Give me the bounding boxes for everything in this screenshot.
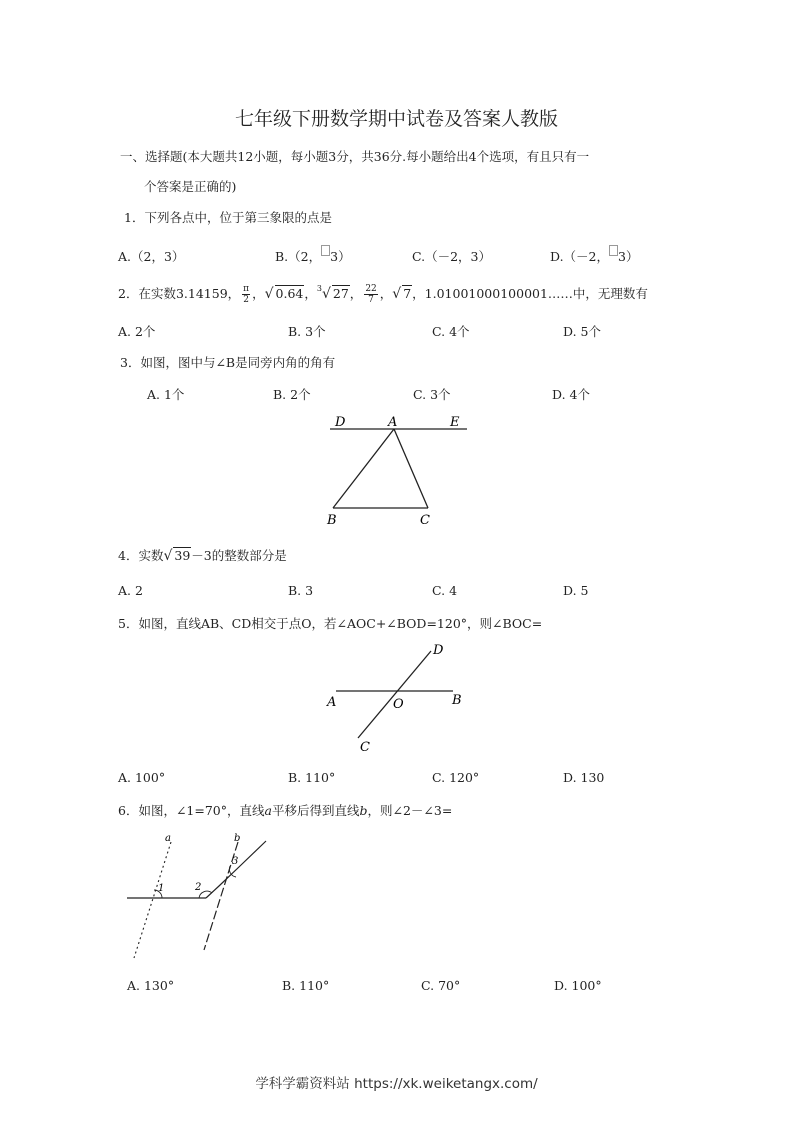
q5-option-c: C. 120°: [432, 770, 480, 785]
point-label-o: O: [393, 697, 404, 712]
q3-option-d: D. 4个: [552, 387, 590, 402]
cube-root-radicand: 27: [332, 286, 349, 301]
var-a: a: [264, 803, 272, 818]
q6-option-a: A. 130°: [127, 978, 175, 993]
point-label-b: B: [452, 693, 462, 708]
point-label-a: A: [388, 415, 398, 430]
q2-stem: 2．在实数3.14159， $\frac{\pi}{2}$ ，√ 0.64，$^3$√ 27， $\frac{22}{7}$ ，√ 7，1.01001000100001……中，无理数有: [118, 284, 648, 305]
q1-option-d-text: D.（－2，: [550, 249, 610, 264]
q1-option-d-end: 3）: [618, 249, 639, 264]
radical-sign: √: [321, 286, 331, 302]
section-heading-line2: 个答案是正确的): [144, 179, 237, 194]
q4-option-b: B. 3: [288, 583, 314, 598]
q1-option-b-text: B.（2，: [275, 249, 322, 264]
q1-stem: 1．下列各点中，位于第三象限的点是: [124, 210, 332, 225]
q5-option-d: D. 130: [563, 770, 605, 785]
q1-option-b-end: 3）: [330, 249, 351, 264]
footer-site-link[interactable]: 学科学霸资料站 https://xk.weiketangx.com/: [255, 1076, 538, 1092]
cube-root-index: 3: [316, 284, 322, 293]
q3-stem: 3．如图，图中与∠B是同旁内角的角有: [120, 355, 336, 370]
q1-option-c: C.（－2，3）: [412, 249, 491, 264]
q5-option-a: A. 100°: [118, 770, 166, 785]
q5-stem: 5．如图，直线AB、CD相交于点O，若∠AOC+∠BOD=120°，则∠BOC=: [118, 616, 543, 631]
q6-option-b: B. 110°: [282, 978, 330, 993]
q4-option-a: A. 2: [118, 583, 143, 598]
radical-sign: √: [264, 286, 274, 302]
q3-option-a: A. 1个: [147, 387, 185, 402]
line-a: [134, 842, 171, 958]
point-label-c: C: [420, 513, 430, 528]
q3-option-c: C. 3个: [413, 387, 451, 402]
q4-suffix: －3的整数部分是: [191, 548, 287, 563]
fraction-numerator: π: [243, 284, 250, 294]
q1-option-a: A.（2，3）: [118, 249, 185, 264]
q6-stem-pre: 6．如图，∠1=70°，直线: [118, 803, 265, 818]
q2-option-b: B. 3个: [288, 324, 326, 339]
angle-label-2: 2: [195, 882, 202, 893]
q3-option-b: B. 2个: [273, 387, 311, 402]
point-label-d: D: [433, 643, 444, 658]
radical-sign: √: [392, 286, 402, 302]
sqrt-radicand: 39: [174, 548, 191, 563]
q4-option-d: D. 5: [563, 583, 589, 598]
radical-sign: √: [163, 548, 173, 564]
angle-label-3: 3: [232, 856, 239, 867]
q4-prefix: 4．实数: [118, 548, 164, 563]
sqrt-radicand: 0.64: [275, 286, 304, 301]
q6-option-c: C. 70°: [421, 978, 461, 993]
angle-label-1: 1: [158, 883, 165, 894]
q2-prefix: 2．在实数3.14159，: [118, 286, 241, 301]
point-label-a: A: [327, 695, 337, 710]
q2-option-a: A. 2个: [118, 324, 156, 339]
point-label-d: D: [335, 415, 346, 430]
point-label-c: C: [360, 740, 370, 755]
section-heading-line1: 一、选择题(本大题共12小题，每小题3分，共36分.每小题给出4个选项，有且只有一: [120, 149, 590, 164]
fraction-denominator: 7: [368, 295, 374, 305]
line-label-b: b: [234, 833, 241, 844]
fraction-denominator: 2: [243, 295, 249, 305]
point-label-e: E: [450, 415, 460, 430]
q2-option-c: C. 4个: [432, 324, 470, 339]
q2-suffix: ，1.01001000100001……中，无理数有: [412, 286, 648, 301]
q2-option-d: D. 5个: [563, 324, 601, 339]
var-b: b: [359, 803, 368, 818]
q5-option-b: B. 110°: [288, 770, 336, 785]
q4-option-c: C. 4: [432, 583, 458, 598]
line-label-a: a: [165, 833, 171, 844]
q6-stem-mid: 平移后得到直线: [271, 803, 360, 818]
q6-stem-post: ，则∠2－∠3=: [367, 803, 453, 818]
fraction-numerator: 22: [365, 284, 377, 294]
point-label-b: B: [327, 513, 337, 528]
sqrt-radicand: 7: [403, 286, 412, 301]
page-title: 七年级下册数学期中试卷及答案人教版: [234, 108, 558, 130]
q6-option-d: D. 100°: [554, 978, 602, 993]
